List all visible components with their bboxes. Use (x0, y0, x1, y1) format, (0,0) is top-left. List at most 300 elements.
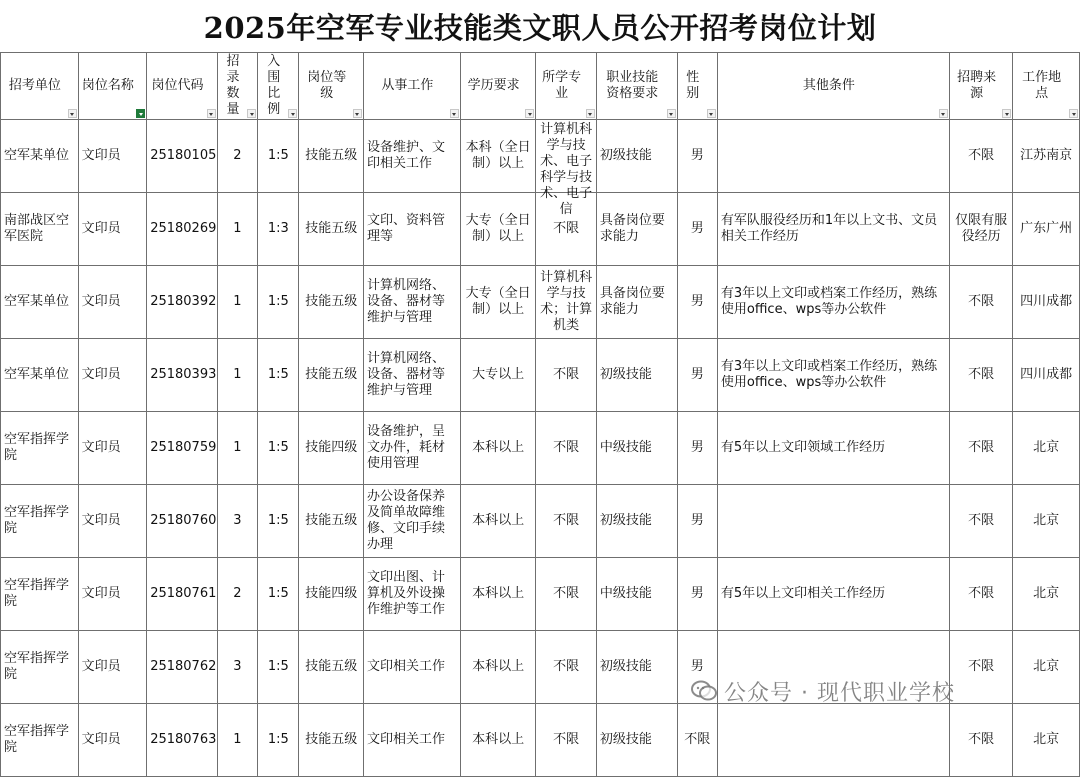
header-label: 招考单位 (8, 78, 61, 93)
cell-unit-text: 空军指挥学院 (4, 432, 70, 463)
cell-location (1013, 631, 1080, 704)
table-row (1, 120, 1080, 193)
cell-unit (1, 193, 79, 266)
cell-gender (677, 339, 717, 412)
cell-gender-text: 男 (690, 367, 704, 382)
cell-source (949, 193, 1013, 266)
cell-skill (596, 631, 677, 704)
cell-code-text: 25180762 (150, 659, 217, 674)
filter-dropdown-icon[interactable] (353, 109, 362, 118)
cell-count (217, 558, 257, 631)
filter-dropdown-icon[interactable] (288, 109, 297, 118)
cell-other (717, 339, 949, 412)
cell-ratio-text: 1:5 (267, 367, 289, 382)
header-label: 学历要求 (467, 78, 520, 93)
cell-count-text: 2 (233, 148, 242, 163)
cell-work-text: 计算机网络、设备、器材等维护与管理 (366, 351, 445, 398)
cell-other-text: 有军队服役经历和1年以上文书、文员相关工作经历 (720, 213, 938, 244)
cell-gender (677, 485, 717, 558)
cell-location-text: 北京 (1033, 440, 1060, 455)
cell-major (536, 704, 597, 777)
cell-code (147, 704, 218, 777)
cell-ratio-text: 1:5 (267, 440, 289, 455)
watermark (690, 674, 955, 708)
header-cell-source (949, 53, 1013, 120)
header-cell-grade (299, 53, 364, 120)
cell-skill-text: 初级技能 (599, 513, 652, 528)
cell-work (363, 631, 460, 704)
cell-source (949, 412, 1013, 485)
cell-edu (460, 412, 536, 485)
cell-source-text: 不限 (968, 440, 995, 455)
cell-major (536, 631, 597, 704)
cell-grade-text: 技能四级 (305, 440, 358, 455)
header-row (1, 53, 1080, 120)
cell-major (536, 412, 597, 485)
cell-ratio (258, 558, 299, 631)
cell-code (147, 266, 218, 339)
cell-skill-text: 初级技能 (599, 148, 652, 163)
cell-work-text: 文印相关工作 (366, 732, 445, 747)
header-label: 入围比例 (267, 54, 281, 117)
header-label: 所学专业 (542, 70, 582, 101)
cell-skill (596, 558, 677, 631)
cell-grade-text: 技能五级 (305, 659, 358, 674)
cell-location-text: 北京 (1033, 513, 1060, 528)
cell-post-text: 文印员 (81, 367, 121, 382)
table-row (1, 704, 1080, 777)
cell-work-text: 设备维护，呈文办件，耗材使用管理 (366, 424, 445, 471)
cell-gender-text: 男 (690, 221, 704, 236)
filter-dropdown-icon[interactable] (247, 109, 256, 118)
cell-source-text: 不限 (968, 148, 995, 163)
cell-post (78, 631, 147, 704)
cell-unit-text: 空军某单位 (4, 294, 70, 309)
cell-unit (1, 704, 79, 777)
cell-code (147, 485, 218, 558)
cell-source (949, 485, 1013, 558)
cell-gender-text: 男 (690, 586, 704, 601)
cell-edu (460, 120, 536, 193)
cell-source (949, 266, 1013, 339)
cell-major-text: 不限 (553, 440, 580, 455)
cell-post (78, 412, 147, 485)
cell-location-text: 四川成都 (1020, 294, 1073, 309)
header-cell-code (147, 53, 218, 120)
cell-count (217, 704, 257, 777)
filter-dropdown-icon[interactable] (939, 109, 948, 118)
cell-gender-text: 男 (690, 513, 704, 528)
cell-work (363, 412, 460, 485)
cell-location-text: 四川成都 (1020, 367, 1073, 382)
cell-unit-text: 空军某单位 (4, 148, 70, 163)
cell-edu (460, 266, 536, 339)
filter-dropdown-icon[interactable] (707, 109, 716, 118)
cell-gender-text: 男 (690, 148, 704, 163)
cell-work (363, 266, 460, 339)
table-row (1, 266, 1080, 339)
cell-other (717, 485, 949, 558)
cell-skill-text: 初级技能 (599, 659, 652, 674)
cell-ratio (258, 193, 299, 266)
cell-grade-text: 技能五级 (305, 221, 358, 236)
cell-post (78, 704, 147, 777)
header-cell-unit (1, 53, 79, 120)
cell-code (147, 339, 218, 412)
header-cell-skill (596, 53, 677, 120)
cell-source-text: 不限 (968, 732, 995, 747)
filter-dropdown-icon[interactable] (586, 109, 595, 118)
cell-major-text: 不限 (553, 221, 580, 236)
cell-location-text: 北京 (1033, 659, 1060, 674)
cell-edu-text: 大专（全日制）以上 (465, 213, 531, 244)
cell-unit (1, 120, 79, 193)
cell-source (949, 631, 1013, 704)
cell-ratio (258, 485, 299, 558)
cell-work (363, 485, 460, 558)
cell-work (363, 193, 460, 266)
filter-dropdown-icon[interactable] (207, 109, 216, 118)
cell-skill (596, 266, 677, 339)
header-label: 招聘来源 (957, 70, 997, 101)
cell-unit (1, 558, 79, 631)
cell-location-text: 江苏南京 (1020, 148, 1073, 163)
cell-count-text: 2 (233, 586, 242, 601)
cell-grade-text: 技能四级 (305, 586, 358, 601)
cell-gender (677, 412, 717, 485)
cell-location (1013, 339, 1080, 412)
cell-grade-text: 技能五级 (305, 513, 358, 528)
header-cell-work (363, 53, 460, 120)
cell-source-text: 不限 (968, 367, 995, 382)
cell-skill-text: 具备岗位要求能力 (599, 286, 665, 317)
cell-work-text: 文印、资料管理等 (366, 213, 445, 244)
cell-code-text: 25180763 (150, 732, 217, 747)
cell-post (78, 558, 147, 631)
cell-gender-text: 男 (690, 294, 704, 309)
cell-unit-text: 空军指挥学院 (4, 578, 70, 609)
header-cell-other (717, 53, 949, 120)
cell-edu-text: 本科以上 (472, 513, 525, 528)
cell-gender (677, 193, 717, 266)
cell-source (949, 704, 1013, 777)
cell-other (717, 120, 949, 193)
cell-count-text: 1 (233, 440, 242, 455)
cell-grade (299, 485, 364, 558)
cell-edu-text: 本科以上 (472, 440, 525, 455)
cell-code (147, 120, 218, 193)
cell-major-text: 计算机科学与技术；计算机类 (540, 270, 593, 333)
header-label: 性别 (686, 70, 700, 101)
cell-post (78, 266, 147, 339)
cell-location (1013, 120, 1080, 193)
cell-count (217, 412, 257, 485)
cell-work (363, 120, 460, 193)
cell-location (1013, 193, 1080, 266)
cell-other (717, 558, 949, 631)
cell-code-text: 25180393 (150, 367, 217, 382)
cell-skill (596, 485, 677, 558)
cell-location (1013, 704, 1080, 777)
cell-unit-text: 空军指挥学院 (4, 724, 70, 755)
header-label: 岗位代码 (151, 78, 204, 93)
header-cell-major (536, 53, 597, 120)
cell-count (217, 193, 257, 266)
cell-code-text: 25180269 (150, 221, 217, 236)
cell-other (717, 266, 949, 339)
cell-unit-text: 空军某单位 (4, 367, 70, 382)
cell-skill-text: 初级技能 (599, 367, 652, 382)
cell-edu (460, 558, 536, 631)
cell-skill-text: 具备岗位要求能力 (599, 213, 665, 244)
cell-code-text: 25180760 (150, 513, 217, 528)
cell-count (217, 339, 257, 412)
cell-unit (1, 266, 79, 339)
cell-edu (460, 193, 536, 266)
cell-unit-text: 南部战区空军医院 (4, 213, 70, 244)
cell-major-text: 不限 (553, 659, 580, 674)
cell-skill-text: 初级技能 (599, 732, 652, 747)
cell-other (717, 412, 949, 485)
cell-grade-text: 技能五级 (305, 732, 358, 747)
cell-gender (677, 120, 717, 193)
filter-dropdown-icon[interactable] (450, 109, 459, 118)
cell-unit (1, 485, 79, 558)
cell-major-text: 不限 (553, 367, 580, 382)
cell-edu (460, 704, 536, 777)
title-bar (0, 0, 1080, 52)
filter-dropdown-icon[interactable] (1069, 109, 1078, 118)
cell-skill (596, 412, 677, 485)
cell-major (536, 485, 597, 558)
cell-major-text: 计算机科学与技术、电子科学与技术、电子信 (540, 122, 593, 217)
cell-skill-text: 中级技能 (599, 586, 652, 601)
cell-location (1013, 266, 1080, 339)
cell-source-text: 不限 (968, 659, 995, 674)
cell-source-text: 不限 (968, 513, 995, 528)
page-title: 2025年空军专业技能类文职人员公开招考岗位计划 (203, 10, 877, 45)
cell-code-text: 25180761 (150, 586, 217, 601)
cell-source (949, 120, 1013, 193)
cell-major-text: 不限 (553, 732, 580, 747)
wechat-icon (690, 679, 718, 703)
cell-location-text: 广东广州 (1020, 221, 1073, 236)
table-row (1, 193, 1080, 266)
cell-unit-text: 空军指挥学院 (4, 651, 70, 682)
table-row (1, 339, 1080, 412)
cell-grade (299, 120, 364, 193)
cell-ratio-text: 1:5 (267, 148, 289, 163)
header-label: 岗位等级 (307, 70, 347, 101)
cell-grade (299, 704, 364, 777)
header-cell-gender (677, 53, 717, 120)
cell-grade (299, 412, 364, 485)
cell-major-text: 不限 (553, 513, 580, 528)
filter-active-icon[interactable] (136, 109, 145, 118)
cell-grade (299, 193, 364, 266)
cell-edu-text: 本科以上 (472, 586, 525, 601)
cell-gender (677, 266, 717, 339)
cell-location (1013, 485, 1080, 558)
cell-location (1013, 412, 1080, 485)
cell-edu (460, 485, 536, 558)
cell-work-text: 文印出图、计算机及外设操作维护等工作 (366, 570, 445, 617)
cell-work-text: 设备维护、文印相关工作 (366, 140, 445, 171)
cell-edu-text: 本科（全日制）以上 (465, 140, 531, 171)
cell-location (1013, 558, 1080, 631)
header-cell-post (78, 53, 147, 120)
cell-code (147, 193, 218, 266)
cell-work (363, 704, 460, 777)
cell-ratio-text: 1:5 (267, 294, 289, 309)
cell-edu-text: 本科以上 (472, 659, 525, 674)
cell-count (217, 631, 257, 704)
cell-post-text: 文印员 (81, 294, 121, 309)
cell-ratio (258, 412, 299, 485)
cell-edu-text: 本科以上 (472, 732, 525, 747)
cell-source (949, 558, 1013, 631)
cell-post-text: 文印员 (81, 440, 121, 455)
cell-post-text: 文印员 (81, 221, 121, 236)
cell-count-text: 3 (233, 513, 242, 528)
filter-dropdown-icon[interactable] (525, 109, 534, 118)
cell-gender-text: 男 (690, 659, 704, 674)
cell-edu (460, 631, 536, 704)
cell-count-text: 1 (233, 221, 242, 236)
filter-dropdown-icon[interactable] (68, 109, 77, 118)
table-row (1, 558, 1080, 631)
cell-post-text: 文印员 (81, 732, 121, 747)
cell-edu (460, 339, 536, 412)
cell-source-text: 仅限有服役经历 (955, 213, 1008, 244)
cell-edu-text: 大专（全日制）以上 (465, 286, 531, 317)
cell-grade (299, 558, 364, 631)
cell-grade (299, 631, 364, 704)
cell-count (217, 485, 257, 558)
cell-unit (1, 631, 79, 704)
cell-source-text: 不限 (968, 586, 995, 601)
cell-count-text: 3 (233, 659, 242, 674)
cell-code (147, 412, 218, 485)
cell-work-text: 计算机网络、设备、器材等维护与管理 (366, 278, 445, 325)
cell-ratio (258, 631, 299, 704)
cell-skill (596, 193, 677, 266)
header-label: 从事工作 (381, 78, 434, 93)
cell-code-text: 25180105 (150, 148, 217, 163)
cell-major (536, 558, 597, 631)
cell-code (147, 558, 218, 631)
cell-post-text: 文印员 (81, 148, 121, 163)
cell-count (217, 266, 257, 339)
header-cell-location (1013, 53, 1080, 120)
cell-code-text: 25180759 (150, 440, 217, 455)
cell-code-text: 25180392 (150, 294, 217, 309)
cell-gender-text: 不限 (684, 732, 711, 747)
cell-post (78, 339, 147, 412)
cell-post-text: 文印员 (81, 659, 121, 674)
cell-unit (1, 412, 79, 485)
cell-major (536, 266, 597, 339)
table-row (1, 485, 1080, 558)
cell-other (717, 193, 949, 266)
cell-work (363, 339, 460, 412)
header-cell-count (217, 53, 257, 120)
header-cell-edu (460, 53, 536, 120)
cell-source-text: 不限 (968, 294, 995, 309)
header-label: 工作地点 (1022, 70, 1062, 101)
cell-ratio-text: 1:5 (267, 659, 289, 674)
cell-ratio (258, 266, 299, 339)
cell-skill-text: 中级技能 (599, 440, 652, 455)
cell-edu-text: 大专以上 (472, 367, 525, 382)
cell-other-text: 有3年以上文印或档案工作经历，熟练使用office、wps等办公软件 (720, 359, 938, 390)
watermark-text: 公众号 · 现代职业学校 (724, 680, 955, 706)
cell-major-text: 不限 (553, 586, 580, 601)
cell-unit-text: 空军指挥学院 (4, 505, 70, 536)
header-label: 招录数量 (226, 54, 240, 117)
cell-post-text: 文印员 (81, 513, 121, 528)
cell-grade-text: 技能五级 (305, 367, 358, 382)
cell-ratio (258, 120, 299, 193)
table-row (1, 412, 1080, 485)
header-label: 其他条件 (802, 78, 855, 93)
cell-work (363, 558, 460, 631)
recruitment-table (0, 52, 1080, 777)
cell-major (536, 120, 597, 217)
cell-ratio-text: 1:3 (267, 221, 289, 236)
cell-other-text: 有5年以上文印领域工作经历 (720, 440, 886, 455)
cell-gender (677, 558, 717, 631)
cell-skill (596, 120, 677, 193)
cell-grade (299, 266, 364, 339)
cell-ratio-text: 1:5 (267, 586, 289, 601)
cell-location-text: 北京 (1033, 732, 1060, 747)
cell-ratio (258, 704, 299, 777)
filter-dropdown-icon[interactable] (667, 109, 676, 118)
header-label: 职业技能资格要求 (606, 70, 659, 101)
cell-count (217, 120, 257, 193)
cell-location-text: 北京 (1033, 586, 1060, 601)
cell-skill (596, 339, 677, 412)
header-label: 岗位名称 (81, 78, 134, 93)
cell-gender (677, 704, 717, 777)
cell-code (147, 631, 218, 704)
cell-skill (596, 704, 677, 777)
cell-count-text: 1 (233, 367, 242, 382)
cell-other-text: 有5年以上文印相关工作经历 (720, 586, 886, 601)
cell-ratio (258, 339, 299, 412)
cell-grade-text: 技能五级 (305, 148, 358, 163)
cell-other (717, 704, 949, 777)
cell-count-text: 1 (233, 732, 242, 747)
header-cell-ratio (258, 53, 299, 120)
cell-post (78, 485, 147, 558)
cell-gender-text: 男 (690, 440, 704, 455)
filter-dropdown-icon[interactable] (1002, 109, 1011, 118)
cell-post-text: 文印员 (81, 586, 121, 601)
cell-unit (1, 339, 79, 412)
cell-source (949, 339, 1013, 412)
cell-ratio-text: 1:5 (267, 513, 289, 528)
cell-post (78, 193, 147, 266)
cell-count-text: 1 (233, 294, 242, 309)
cell-grade (299, 339, 364, 412)
cell-work-text: 文印相关工作 (366, 659, 445, 674)
cell-post (78, 120, 147, 193)
cell-work-text: 办公设备保养及简单故障维修、文印手续办理 (366, 489, 445, 552)
cell-ratio-text: 1:5 (267, 732, 289, 747)
cell-major (536, 339, 597, 412)
